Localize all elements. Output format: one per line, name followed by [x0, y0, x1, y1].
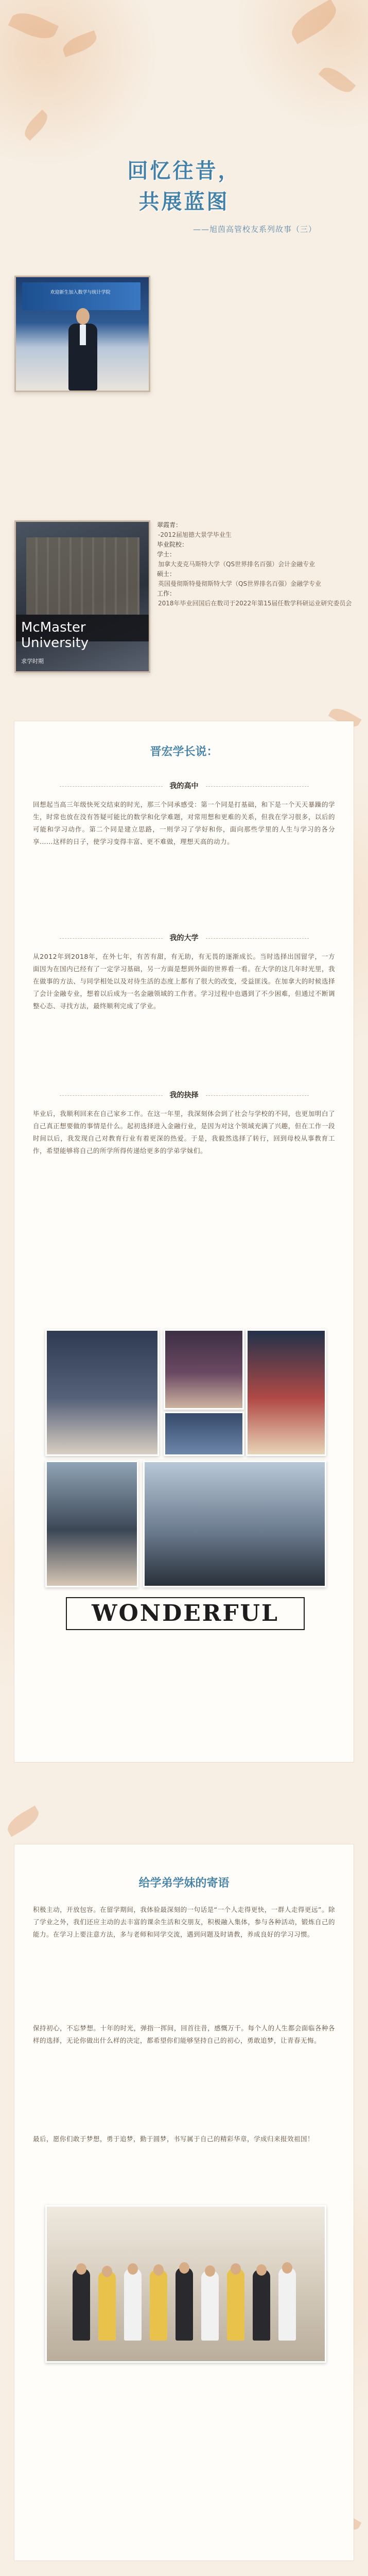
person-figure	[124, 2268, 142, 2341]
message-para-1: 积极主动，开放包容。在留学期间，我体验最深刻的一句话是“一个人走得更快，一群人走得更远”。除了学业之外，我们还应主动的去丰富的课余生活和交朋友，积极融入集体，参与各种活动，锻炼自己的能力。在学习上要注意方法，多与老师和同学交流，遇到问题及时请教，养成良好的学习习惯。	[33, 1906, 335, 1938]
family-photo	[246, 1329, 326, 1456]
header	[0, 0, 368, 268]
subhead-university: 我的大学	[14, 933, 354, 943]
tagline-value: -2012届旭德大景学毕业生	[158, 531, 232, 538]
profile-info	[157, 520, 358, 608]
person-figure	[227, 2268, 244, 2341]
class-photo	[143, 1461, 326, 1587]
stage-photo	[14, 276, 150, 392]
person-figure	[253, 2269, 270, 2341]
person-head	[102, 2266, 112, 2277]
person-figure	[67, 308, 98, 391]
person-figure	[176, 2267, 193, 2341]
tagline-label: 翠霞青：	[157, 521, 182, 529]
person-figure	[201, 2270, 219, 2341]
person-head	[205, 2265, 215, 2277]
degree1-label: 学士：	[157, 551, 176, 558]
person-head	[231, 2263, 241, 2275]
person-head	[153, 2264, 164, 2276]
person-figure	[150, 2269, 167, 2341]
para-university: 从2012年到2018年，在外七年，有苦有甜，有无助，有无畏的逐渐成长。当时选择出国留学，一方面因为在国内已经有了一定学习基础，另一方面是想到外面的世界看一看。在大学的这几年时光里，我在做事的方法、与同学相处以及对待生活的态度上都有了很大的改变，受益匪浅。在加拿大的时候选择了会计金融专业，想着以后成为一名金融领域的工作者。学习过程中也遇到了不少困难，但通过不断调整心态、寻找方法，最终顺利完成了学业。	[33, 953, 335, 1010]
photo-collage	[45, 1329, 323, 1633]
university-sign-text: McMaster University	[21, 620, 89, 651]
group-photo	[45, 2205, 326, 2363]
page-title-line1: 回忆往昔，	[127, 159, 241, 183]
message-para-3: 最后，愿你们敢于梦想，勇于追梦，勤于圆梦，书写属于自己的精彩华章，学成归来报效祖国！	[33, 2135, 314, 2143]
work-label: 工作：	[157, 590, 176, 597]
degree1-value: 加拿大麦克马斯特大学（QS世界排名百强）会计金融专业	[158, 561, 316, 568]
subhead-choice: 我的抉择	[14, 1090, 354, 1100]
person-head	[282, 2262, 292, 2274]
subhead-highschool: 我的高中	[14, 781, 354, 791]
campus-building	[26, 537, 139, 615]
campus-photo	[14, 520, 150, 673]
person-head	[179, 2262, 189, 2274]
person-figure	[73, 2268, 90, 2341]
para-highschool: 回想起当高三年级快死交结束的时光，那三个同承感受：第一个同是打基础，和下是一个天天暴躁的学生，时常也放在没有答疑可能比的数学和化学难题，对常用想和更难的关系，但我在学习很多，以后的可能和学习动作。第二个同是建立思路，一则学习了学好和你，面向那些学里的人生与学习的各分享……这样的日子，使学习变得丰富、更不难做，理想天高的动力。	[33, 801, 335, 845]
story-title: 晋宏学长说：	[150, 745, 218, 758]
ceremony-photo	[164, 1412, 244, 1456]
work-value: 2018年毕业回国后在数司于2022年第15届任数学科研运业研究委员会	[158, 600, 352, 607]
person-head	[256, 2264, 267, 2276]
stage-banner-text: 欢迎新生加入数学与统计学院	[50, 290, 111, 295]
para-choice: 毕业后，我顺利回来在自己家乡工作。在这一年里，我深刻体会到了社会与学校的不同，也更加明白了自己真正想要做的事情是什么。起初选择进入金融行业，是因为对这个领域充满了兴趣，但在工作一段时间以后，我发现自己对教育行业有着更深的热爱。于是，我毅然选择了转行，回到母校从事教育工作，希望能够将自己的所学所得传递给更多的学弟学妹们。	[33, 1110, 335, 1155]
wonderful-banner: WONDERFUL	[66, 1597, 305, 1630]
page-subtitle: ——旭茵高管校友系列故事（三）	[193, 225, 317, 234]
degree2-value: 英国曼彻斯特曼彻斯特大学（QS世界排名百强）金融学专业	[158, 580, 322, 587]
degree2-label: 硕士：	[157, 570, 176, 578]
friends-photo	[45, 1461, 138, 1587]
person-figure	[98, 2271, 116, 2341]
stage-banner	[22, 282, 141, 310]
graduation-photo-1	[45, 1329, 159, 1456]
person-head	[128, 2263, 138, 2275]
story-card	[14, 721, 354, 1762]
person-figure	[278, 2267, 296, 2341]
message-para-2: 保持初心，不忘梦想。十年的时光，弹指一挥间，回首往昔，感慨万千。每个人的人生都会面临各种各样的选择，无论你做出什么样的决定，都希望你们能够坚持自己的初心，勇敢追梦，让青春无悔。	[33, 2024, 335, 2044]
person-head	[76, 2263, 86, 2275]
message-title: 给学弟学妹的寄语	[138, 1877, 230, 1890]
campus-photo-caption: 求学时期	[21, 658, 44, 665]
graduation-photo-2	[164, 1329, 244, 1410]
study-label: 毕业院校：	[157, 541, 188, 548]
page-title-line2: 共展蓝图	[138, 190, 230, 214]
message-card	[14, 1844, 354, 2561]
